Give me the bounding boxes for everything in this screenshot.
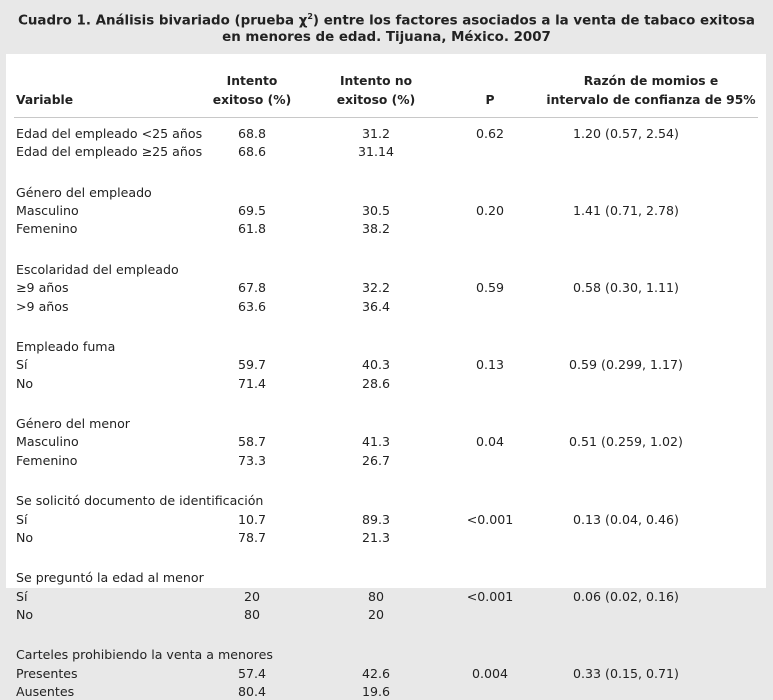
cell-exitoso: 80 — [243, 606, 261, 622]
group-title: Escolaridad del empleado — [16, 261, 179, 277]
cell-p: 0.04 — [475, 434, 505, 450]
cell-no-exitoso: 38.2 — [361, 221, 391, 237]
row-label: No — [16, 606, 34, 622]
cell-odds-ratio: 0.59 (0.299, 1.17) — [569, 357, 683, 373]
group-title: Se preguntó la edad al menor — [16, 570, 204, 586]
caption-line-2: en menores de edad. Tijuana, México. 2007 — [222, 30, 551, 46]
cell-p: 0.13 — [475, 357, 505, 373]
cell-exitoso: 68.8 — [237, 126, 267, 141]
header-p: P — [485, 93, 495, 107]
row-label: Sí — [16, 588, 28, 604]
row-label: Ausentes — [16, 684, 75, 699]
row-label: Femenino — [16, 221, 78, 237]
cell-odds-ratio: 1.20 (0.57, 2.54) — [573, 126, 679, 141]
caption-line-1: Cuadro 1. Análisis bivariado (prueba $\chi^2$) entre los factores asociados a la venta de tabaco exitosa — [18, 12, 755, 29]
group-title: Género del empleado — [16, 184, 152, 200]
row-label: No — [16, 375, 34, 391]
table-panel — [6, 54, 766, 699]
cell-p: <0.001 — [466, 588, 514, 604]
group-title: Carteles prohibiendo la venta a menores — [16, 647, 273, 663]
cell-no-exitoso: 19.6 — [361, 684, 391, 699]
group-title: Empleado fuma — [16, 339, 116, 354]
cell-no-exitoso: 21.3 — [361, 529, 391, 545]
cell-exitoso: 71.4 — [237, 375, 267, 391]
cell-exitoso: 10.7 — [237, 511, 267, 527]
cell-exitoso: 78.7 — [237, 529, 267, 545]
group-title: Se solicitó documento de identificación — [16, 493, 264, 509]
cell-no-exitoso: 31.14 — [357, 144, 395, 160]
cell-no-exitoso: 36.4 — [361, 298, 391, 314]
row-label: Femenino — [16, 452, 78, 468]
cell-exitoso: 58.7 — [237, 434, 267, 450]
cell-odds-ratio: 0.33 (0.15, 0.71) — [573, 665, 679, 681]
cell-exitoso: 80.4 — [237, 684, 267, 699]
row-label: Sí — [16, 357, 28, 373]
cell-exitoso: 61.8 — [237, 221, 267, 237]
cell-odds-ratio: 0.51 (0.259, 1.02) — [569, 434, 683, 450]
row-label: No — [16, 529, 34, 545]
row-label: ≥9 años — [16, 280, 69, 296]
cell-no-exitoso: 30.5 — [361, 203, 391, 219]
cell-exitoso: 57.4 — [237, 665, 267, 681]
group-title: Género del menor — [16, 416, 130, 432]
cell-exitoso: 67.8 — [237, 280, 267, 296]
cell-no-exitoso: 31.2 — [361, 126, 391, 141]
cell-no-exitoso: 40.3 — [361, 357, 391, 373]
cell-no-exitoso: 32.2 — [361, 280, 391, 296]
cell-p: <0.001 — [466, 511, 514, 527]
row-label: Edad del empleado <25 años — [16, 126, 203, 141]
cell-no-exitoso: 26.7 — [361, 452, 391, 468]
header-divider — [14, 117, 758, 118]
cell-exitoso: 59.7 — [237, 357, 267, 373]
header-no-exitoso: Intento no exitoso (%) — [336, 74, 416, 107]
row-label: Sí — [16, 511, 28, 527]
cell-odds-ratio: 0.58 (0.30, 1.11) — [573, 280, 679, 296]
cell-exitoso: 73.3 — [237, 452, 267, 468]
row-label: Edad del empleado ≥25 años — [16, 144, 203, 160]
cell-no-exitoso: 89.3 — [361, 511, 391, 527]
header-variable: Variable — [16, 93, 74, 107]
header-exitoso: Intento exitoso (%) — [212, 74, 292, 107]
cell-exitoso: 20 — [243, 588, 261, 604]
cell-p: 0.62 — [475, 126, 505, 141]
cell-no-exitoso: 41.3 — [361, 434, 391, 450]
header-odds-ratio: Razón de momios e intervalo de confianza de 95% — [546, 74, 756, 107]
table-caption — [0, 8, 773, 46]
cell-no-exitoso: 20 — [367, 606, 385, 622]
cell-no-exitoso: 80 — [367, 588, 385, 604]
cell-no-exitoso: 42.6 — [361, 665, 391, 681]
cell-exitoso: 63.6 — [237, 298, 267, 314]
cell-odds-ratio: 1.41 (0.71, 2.78) — [573, 203, 679, 219]
cell-exitoso: 68.6 — [237, 144, 267, 160]
cell-p: 0.004 — [471, 665, 509, 681]
row-label: Presentes — [16, 665, 78, 681]
cell-no-exitoso: 28.6 — [361, 375, 391, 391]
cell-p: 0.20 — [475, 203, 505, 219]
row-label: Masculino — [16, 434, 79, 450]
cell-odds-ratio: 0.06 (0.02, 0.16) — [573, 588, 679, 604]
cell-exitoso: 69.5 — [237, 203, 267, 219]
row-label: Masculino — [16, 203, 79, 219]
cell-p: 0.59 — [475, 280, 505, 296]
row-label: >9 años — [16, 298, 69, 314]
cell-odds-ratio: 0.13 (0.04, 0.46) — [573, 511, 679, 527]
